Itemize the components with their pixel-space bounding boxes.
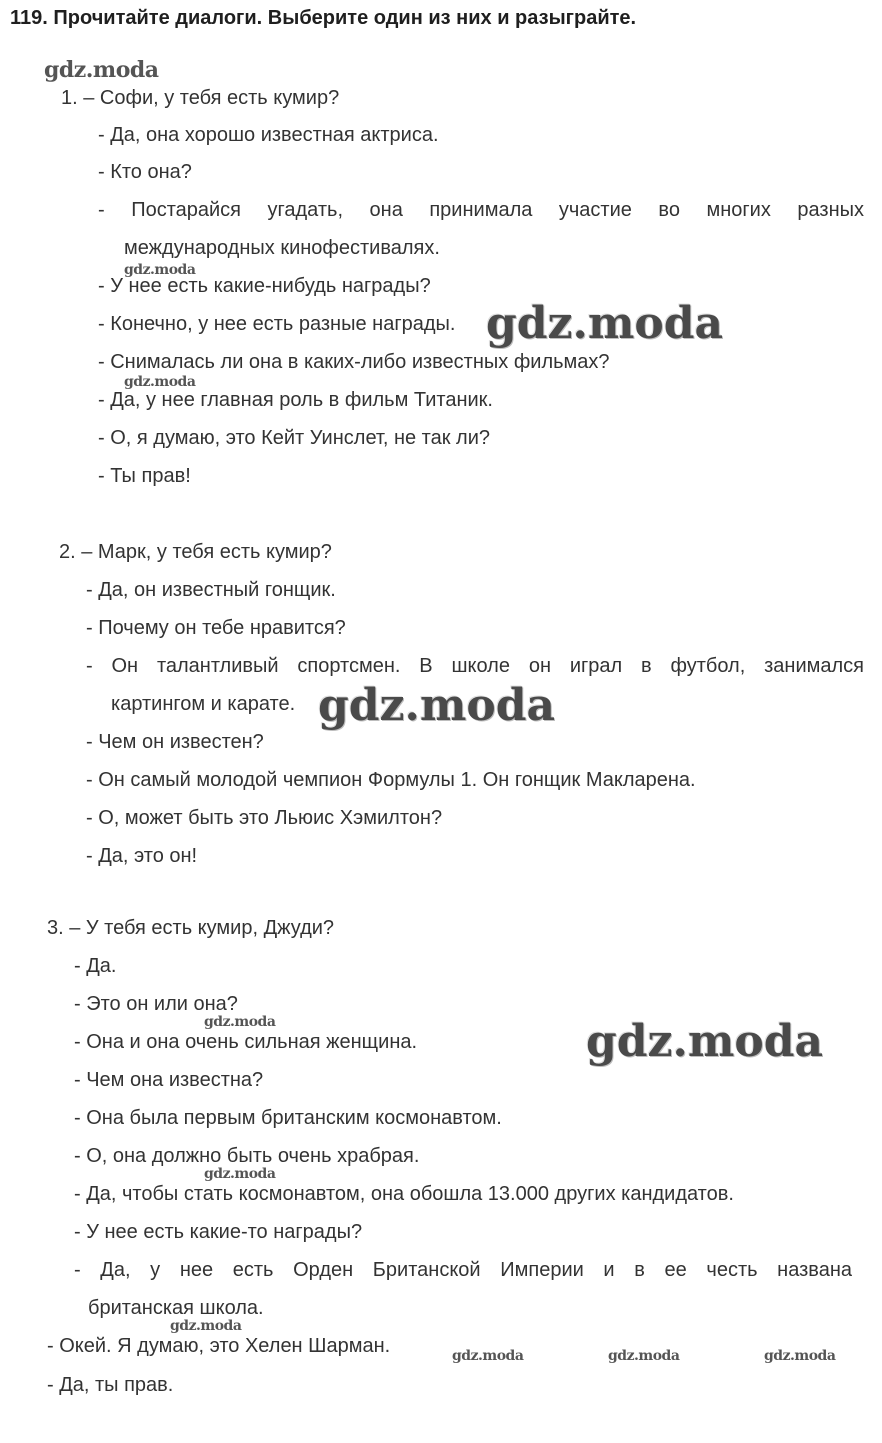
dialog-line: - Это он или она? bbox=[74, 993, 238, 1015]
dialog-line: - У нее есть какие-нибудь награды? bbox=[98, 275, 431, 297]
dialog-line: - Да, у нее главная роль в фильм Титаник. bbox=[98, 389, 493, 411]
dialog-line: 1. – Софи, у тебя есть кумир? bbox=[61, 87, 340, 109]
watermark: gdz.moda bbox=[170, 1318, 242, 1334]
dialog-line: - Чем она известна? bbox=[74, 1069, 264, 1091]
watermark: gdz.moda bbox=[204, 1014, 276, 1030]
watermark: gdz.moda bbox=[486, 298, 724, 349]
dialog-line: - Конечно, у нее есть разные награды. bbox=[98, 313, 456, 335]
dialog-line: международных кинофестивалях. bbox=[124, 237, 440, 259]
dialog-line: - Он самый молодой чемпион Формулы 1. Он гонщик Макларена. bbox=[86, 769, 696, 791]
dialog-line: - Почему он тебе нравится? bbox=[86, 617, 346, 639]
dialog-line: - Да, чтобы стать космонавтом, она обошла 13.000 других кандидатов. bbox=[74, 1183, 734, 1205]
dialog-line: - Да. bbox=[74, 955, 117, 977]
dialog-line: картингом и карате. bbox=[111, 693, 296, 715]
dialog-line: - Постарайся угадать, она принимала участие во многих разных bbox=[98, 199, 864, 221]
dialog-line: - Чем он известен? bbox=[86, 731, 264, 753]
dialog-line: - У нее есть какие-то награды? bbox=[74, 1221, 363, 1243]
dialog-line: - Да, он известный гонщик. bbox=[86, 579, 336, 601]
dialog-line: - Окей. Я думаю, это Хелен Шарман. bbox=[47, 1335, 391, 1357]
watermark: gdz.moda bbox=[586, 1016, 824, 1067]
dialog-line: - Снималась ли она в каких-либо известных фильмах? bbox=[98, 351, 610, 373]
dialog-line: - Да, она хорошо известная актриса. bbox=[98, 124, 439, 146]
dialog-line: - Кто она? bbox=[98, 161, 192, 183]
watermark: gdz.moda bbox=[452, 1348, 524, 1364]
dialog-line: - Она и она очень сильная женщина. bbox=[74, 1031, 418, 1053]
dialog-line: - Ты прав! bbox=[98, 465, 191, 487]
watermark: gdz.moda bbox=[124, 374, 196, 390]
watermark: gdz.moda bbox=[764, 1348, 836, 1364]
dialog-line: - Да, у нее есть Орден Британской Империи и в ее честь названа bbox=[74, 1259, 852, 1281]
watermark: gdz.moda bbox=[608, 1348, 680, 1364]
watermark: gdz.moda bbox=[204, 1166, 276, 1182]
task-title: 119. Прочитайте диалоги. Выберите один из них и разыграйте. bbox=[10, 7, 637, 29]
dialog-line: - О, она должно быть очень храбрая. bbox=[74, 1145, 420, 1167]
dialog-line: 2. – Марк, у тебя есть кумир? bbox=[59, 541, 332, 563]
dialog-line: - О, может быть это Льюис Хэмилтон? bbox=[86, 807, 443, 829]
watermark: gdz.moda bbox=[318, 680, 556, 731]
dialog-line: - Она была первым британским космонавтом. bbox=[74, 1107, 502, 1129]
dialog-line: британская школа. bbox=[88, 1297, 264, 1319]
dialog-line: - Он талантливый спортсмен. В школе он играл в футбол, занимался bbox=[86, 655, 864, 677]
dialog-line: - Да, ты прав. bbox=[47, 1374, 174, 1396]
watermark: gdz.moda bbox=[124, 262, 196, 278]
dialog-line: - Да, это он! bbox=[86, 845, 198, 867]
dialog-line: - О, я думаю, это Кейт Уинслет, не так ли? bbox=[98, 427, 491, 449]
watermark: gdz.moda bbox=[44, 57, 159, 83]
dialog-line: 3. – У тебя есть кумир, Джуди? bbox=[47, 917, 335, 939]
